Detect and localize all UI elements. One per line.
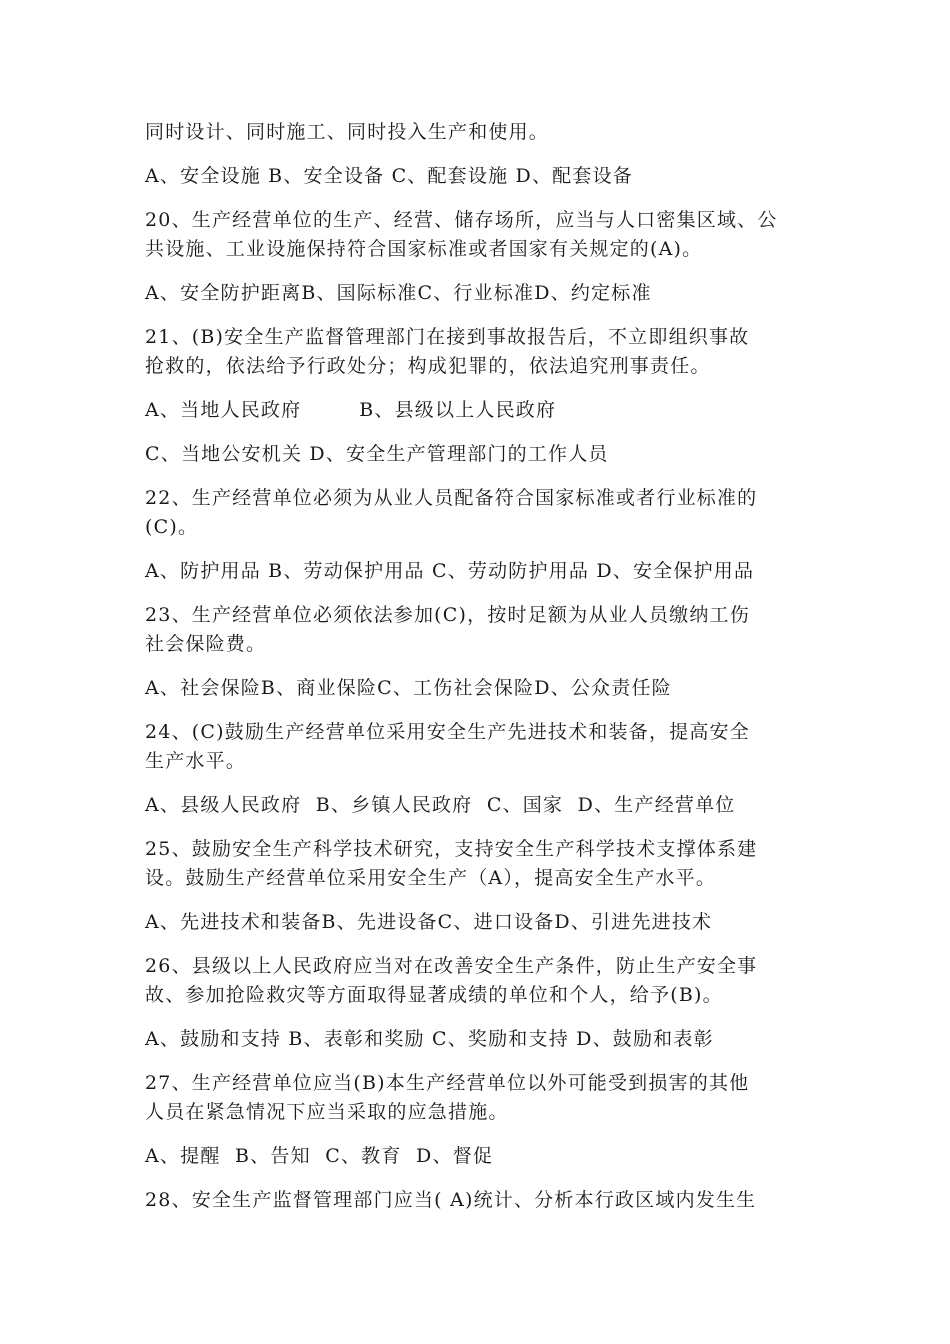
answer-options-25 — [145, 908, 810, 937]
answer-options-21-ab — [145, 396, 810, 425]
text-line: A、县级人民政府 B、乡镇人民政府 C、国家 D、生产经营单位 — [145, 794, 736, 816]
answer-options-27 — [145, 1142, 810, 1171]
text-line: 共设施、工业设施保持符合国家标准或者国家有关规定的(A)。 — [145, 238, 703, 260]
answer-options-20 — [145, 279, 810, 308]
text-line: 生产水平。 — [145, 750, 247, 772]
text-line: 27、生产经营单位应当(B)本生产经营单位以外可能受到损害的其他 — [145, 1072, 750, 1094]
text-line: 抢救的，依法给予行政处分；构成犯罪的，依法追究刑事责任。 — [145, 355, 711, 377]
answer-options-24 — [145, 791, 810, 820]
text-line: 28、安全生产监督管理部门应当( A)统计、分析本行政区域内发生生 — [145, 1189, 757, 1211]
text-line: 社会保险费。 — [145, 633, 267, 655]
text-line: A、先进技术和装备B、先进设备C、进口设备D、引进先进技术 — [145, 911, 713, 933]
question-28 — [145, 1186, 810, 1215]
text-line: 故、参加抢险救灾等方面取得显著成绩的单位和个人，给予(B)。 — [145, 984, 723, 1006]
text-line: (C)。 — [145, 516, 199, 538]
text-line: 21、(B)安全生产监督管理部门在接到事故报告后，不立即组织事故 — [145, 326, 750, 348]
text-line: 同时设计、同时施工、同时投入生产和使用。 — [145, 121, 550, 143]
answer-options-22 — [145, 557, 810, 586]
text-line: 23、生产经营单位必须依法参加(C)，按时足额为从业人员缴纳工伤 — [145, 604, 750, 626]
question-27 — [145, 1069, 810, 1127]
answer-options-19 — [145, 162, 810, 191]
text-line: A、安全防护距离B、国际标准C、行业标准D、约定标准 — [145, 282, 652, 304]
text-line: 22、生产经营单位必须为从业人员配备符合国家标准或者行业标准的 — [145, 487, 758, 509]
question-26 — [145, 952, 810, 1010]
text-line: 26、县级以上人民政府应当对在改善安全生产条件，防止生产安全事 — [145, 955, 758, 977]
question-22 — [145, 484, 810, 542]
answer-options-21-cd — [145, 440, 810, 469]
text-line: 20、生产经营单位的生产、经营、储存场所，应当与人口密集区域、公 — [145, 209, 778, 231]
text-line: 设。鼓励生产经营单位采用安全生产（A），提高安全生产水平。 — [145, 867, 717, 889]
text-line: C、当地公安机关 D、安全生产管理部门的工作人员 — [145, 443, 609, 465]
text-line: A、当地人民政府 B、县级以上人民政府 — [145, 399, 557, 421]
text-line: A、安全设施 B、安全设备 C、配套设施 D、配套设备 — [145, 165, 633, 187]
text-line: 人员在紧急情况下应当采取的应急措施。 — [145, 1101, 509, 1123]
paragraph-0 — [145, 118, 810, 147]
text-line: A、防护用品 B、劳动保护用品 C、劳动防护用品 D、安全保护用品 — [145, 560, 755, 582]
document-page — [145, 118, 810, 1230]
question-21 — [145, 323, 810, 381]
question-23 — [145, 601, 810, 659]
question-25 — [145, 835, 810, 893]
answer-options-26 — [145, 1025, 810, 1054]
question-24 — [145, 718, 810, 776]
text-line: A、提醒 B、告知 C、教育 D、督促 — [145, 1145, 494, 1167]
text-line: A、鼓励和支持 B、表彰和奖励 C、奖励和支持 D、鼓励和表彰 — [145, 1028, 714, 1050]
text-line: A、社会保险B、商业保险C、工伤社会保险D、公众责任险 — [145, 677, 672, 699]
text-line: 24、(C)鼓励生产经营单位采用安全生产先进技术和装备，提高安全 — [145, 721, 750, 743]
text-line: 25、鼓励安全生产科学技术研究，支持安全生产科学技术支撑体系建 — [145, 838, 758, 860]
question-20 — [145, 206, 810, 264]
answer-options-23 — [145, 674, 810, 703]
